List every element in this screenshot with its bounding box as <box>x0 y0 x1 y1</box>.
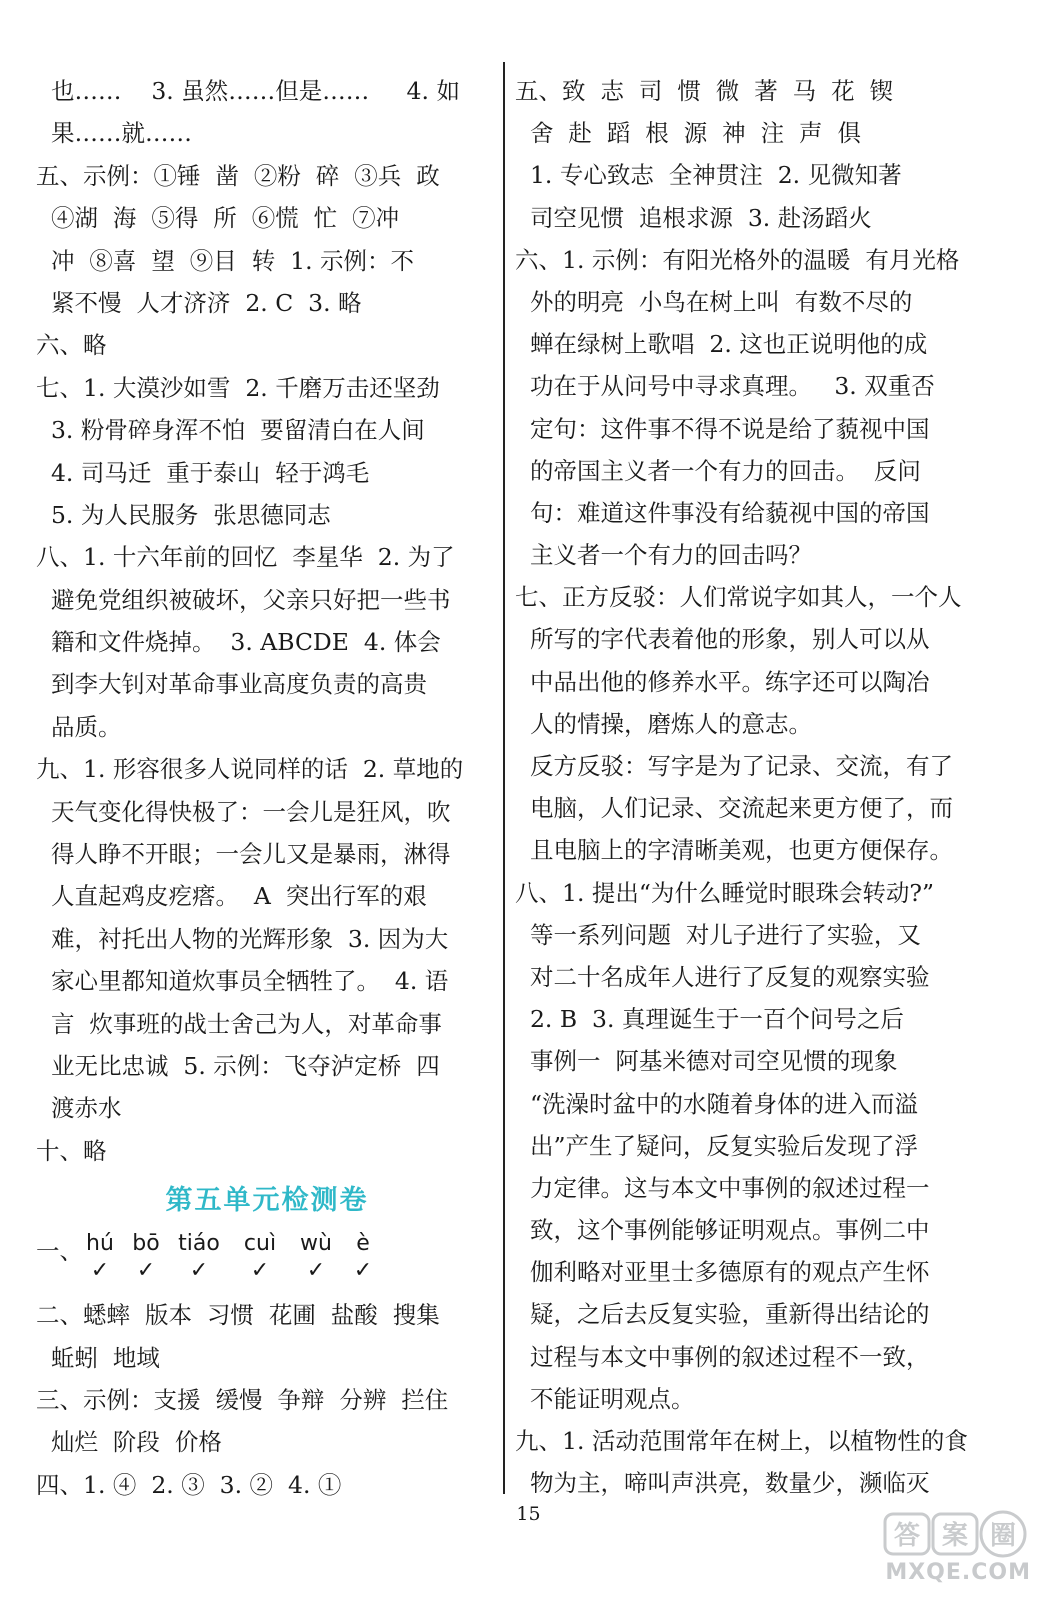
text-line: 物为主，啼叫声洪亮，数量少，濒临灭 <box>515 1469 930 1498</box>
text-line: 人的情操，磨炼人的意志。 <box>515 709 812 738</box>
text-line: 七、正方反驳：人们常说字如其人，一个人 <box>515 583 962 612</box>
pinyin-text: wù <box>300 1231 332 1257</box>
text-line: 业无比忠诚 5. 示例：飞夺泸定桥 四 <box>36 1051 440 1080</box>
text-line: 疑，之后去反复实验，重新得出结论的 <box>515 1300 930 1329</box>
text-line: 难，衬托出人物的光辉形象 3. 因为大 <box>36 924 449 953</box>
pinyin-item <box>176 1230 222 1284</box>
text-line: 八、1. 十六年前的回忆 李星华 2. 为了 <box>36 543 455 572</box>
text-line: 十、略 <box>36 1136 107 1165</box>
section-title: 第五单元检测卷 <box>165 1185 369 1217</box>
text-line: 得人睁不开眼；一会儿又是暴雨，淋得 <box>36 840 451 869</box>
text-line: 紧不慢 人才济济 2. C 3. 略 <box>36 288 362 317</box>
pinyin-item <box>296 1230 336 1284</box>
text-line: 舍 赴 蹈 根 源 神 注 声 俱 <box>515 119 861 148</box>
pinyin-item <box>128 1230 164 1284</box>
text-line: 果……就…… <box>36 119 192 148</box>
check-mark-icon: ✓ <box>306 1258 326 1284</box>
text-line: 家心里都知道炊事员全牺牲了。 4. 语 <box>36 967 449 996</box>
check-mark-icon: ✓ <box>189 1258 209 1284</box>
pinyin-text: è <box>356 1231 370 1257</box>
watermark-url: MXQE.COM <box>885 1560 1031 1585</box>
text-line: 对二十名成年人进行了反复的观察实验 <box>515 962 930 991</box>
check-mark-icon: ✓ <box>90 1258 110 1284</box>
check-mark-icon: ✓ <box>353 1258 373 1284</box>
text-line: ④湖 海 ⑤得 所 ⑥慌 忙 ⑦冲 <box>36 204 400 233</box>
text-line: 三、示例：支援 缓慢 争辩 分辨 拦住 <box>36 1385 449 1414</box>
text-line: 力定律。这与本文中事例的叙述过程一 <box>515 1173 930 1202</box>
text-line: 伽利略对亚里士多德原有的观点产生怀 <box>515 1258 930 1287</box>
text-line: 等一系列问题 对儿子进行了实验，又 <box>515 920 921 949</box>
text-line: 所写的字代表着他的形象，别人可以从 <box>515 625 930 654</box>
text-line: 1. 专心致志 全神贯注 2. 见微知著 <box>515 161 902 190</box>
text-line: 不能证明观点。 <box>515 1384 695 1413</box>
text-line: 且电脑上的字清晰美观，也更方便保存。 <box>515 836 953 865</box>
text-line: 渡赤水 <box>36 1094 122 1123</box>
pinyin-row <box>36 1230 498 1294</box>
text-line: 出”产生了疑问，反复实验后发现了浮 <box>515 1131 918 1160</box>
text-line: 籍和文件烧掉。 3. ABCDE 4. 体会 <box>36 628 441 657</box>
text-line: 定句：这件事不得不说是给了藐视中国 <box>515 414 930 443</box>
text-line: 四、1. ④ 2. ③ 3. ② 4. ① <box>36 1470 342 1499</box>
text-line: 六、1. 示例：有阳光格外的温暖 有月光格 <box>515 245 960 274</box>
text-line: 的帝国主义者一个有力的回击。 反问 <box>515 456 921 485</box>
check-mark-icon: ✓ <box>136 1258 156 1284</box>
text-line: 主义者一个有力的回击吗？ <box>515 541 812 570</box>
left-lines-after-title <box>36 1294 498 1506</box>
text-line: 也…… 3. 虽然……但是…… 4. 如 <box>36 77 460 105</box>
text-line: 天气变化得快极了：一会儿是狂风，吹 <box>36 797 451 826</box>
text-line: “洗澡时盆中的水随着身体的进入而溢 <box>515 1089 918 1118</box>
text-line: 2. B 3. 真理诞生于一百个问号之后 <box>515 1005 904 1034</box>
text-line: 九、1. 活动范围常年在树上，以植物性的食 <box>515 1427 968 1455</box>
text-line: 4. 司马迁 重于泰山 轻于鸿毛 <box>36 458 370 487</box>
text-line: 句：难道这件事没有给藐视中国的帝国 <box>515 498 930 527</box>
text-line: 到李大钊对革命事业高度负责的高贵 <box>36 670 427 699</box>
pinyin-text: bō <box>132 1231 160 1257</box>
watermark-char: 圈 <box>989 1521 1017 1551</box>
text-line: 致，这个事例能够证明观点。事例二中 <box>515 1216 930 1245</box>
text-line: 言 炊事班的战士舍己为人，对革命事 <box>36 1009 442 1038</box>
text-line: 3. 粉骨碎身浑不怕 要留清白在人间 <box>36 416 425 445</box>
text-line: 避免党组织被破坏，父亲只好把一些书 <box>36 585 451 614</box>
text-line: 反方反驳：写字是为了记录、交流，有了 <box>515 752 953 780</box>
text-line: 蚯蚓 地域 <box>36 1343 160 1372</box>
text-line: 八、1. 提出“为什么睡觉时眼珠会转动?” <box>515 878 935 907</box>
text-line: 电脑，人们记录、交流起来更方便了，而 <box>515 794 953 823</box>
text-line: 七、1. 大漠沙如雪 2. 千磨万击还坚劲 <box>36 373 440 402</box>
text-line: 过程与本文中事例的叙述过程不一致， <box>515 1342 930 1371</box>
text-line: 外的明亮 小鸟在树上叫 有数不尽的 <box>515 287 913 316</box>
text-line: 5. 为人民服务 张思德同志 <box>36 500 331 529</box>
column-divider <box>503 62 505 1494</box>
page-number: 15 <box>516 1503 541 1525</box>
text-line: 品质。 <box>36 712 122 741</box>
text-line: 九、1. 形容很多人说同样的话 2. 草地的 <box>36 755 464 784</box>
watermark-char: 答 <box>893 1521 921 1551</box>
text-line: 人直起鸡皮疙瘩。 A 突出行军的艰 <box>36 882 427 911</box>
left-column <box>36 70 498 1506</box>
pinyin-text: cuì <box>243 1231 277 1257</box>
text-line: 五、示例：①锤 凿 ②粉 碎 ③兵 政 <box>36 161 440 190</box>
text-line: 六、略 <box>36 331 107 360</box>
pinyin-item <box>348 1230 378 1284</box>
pinyin-item <box>240 1230 280 1284</box>
text-line: 蝉在绿树上歌唱 2. 这也正说明他的成 <box>515 330 928 359</box>
text-line: 司空见惯 追根求源 3. 赴汤蹈火 <box>515 203 872 232</box>
watermark-char: 案 <box>941 1521 969 1551</box>
left-lines-before-title <box>36 70 498 1172</box>
text-line: 中品出他的修养水平。练字还可以陶冶 <box>515 667 930 696</box>
text-line: 二、蟋蟀 版本 习惯 花圃 盐酸 搜集 <box>36 1301 440 1330</box>
pinyin-text: hú <box>86 1231 114 1257</box>
text-line: 冲 ⑧喜 望 ⑨目 转 1. 示例：不 <box>36 246 415 275</box>
check-mark-icon: ✓ <box>250 1258 270 1284</box>
text-line: 功在于从问号中寻求真理。 3. 双重否 <box>515 372 935 401</box>
pinyin-item <box>82 1230 118 1284</box>
text-line: 五、致 志 司 惯 微 著 马 花 锲 <box>515 77 894 105</box>
question-number: 一、 <box>36 1237 83 1266</box>
text-line: 灿烂 阶段 价格 <box>36 1428 222 1457</box>
text-line: 事例一 阿基米德对司空见惯的现象 <box>515 1047 898 1076</box>
right-column <box>515 70 975 1504</box>
pinyin-text: tiáo <box>178 1231 220 1257</box>
